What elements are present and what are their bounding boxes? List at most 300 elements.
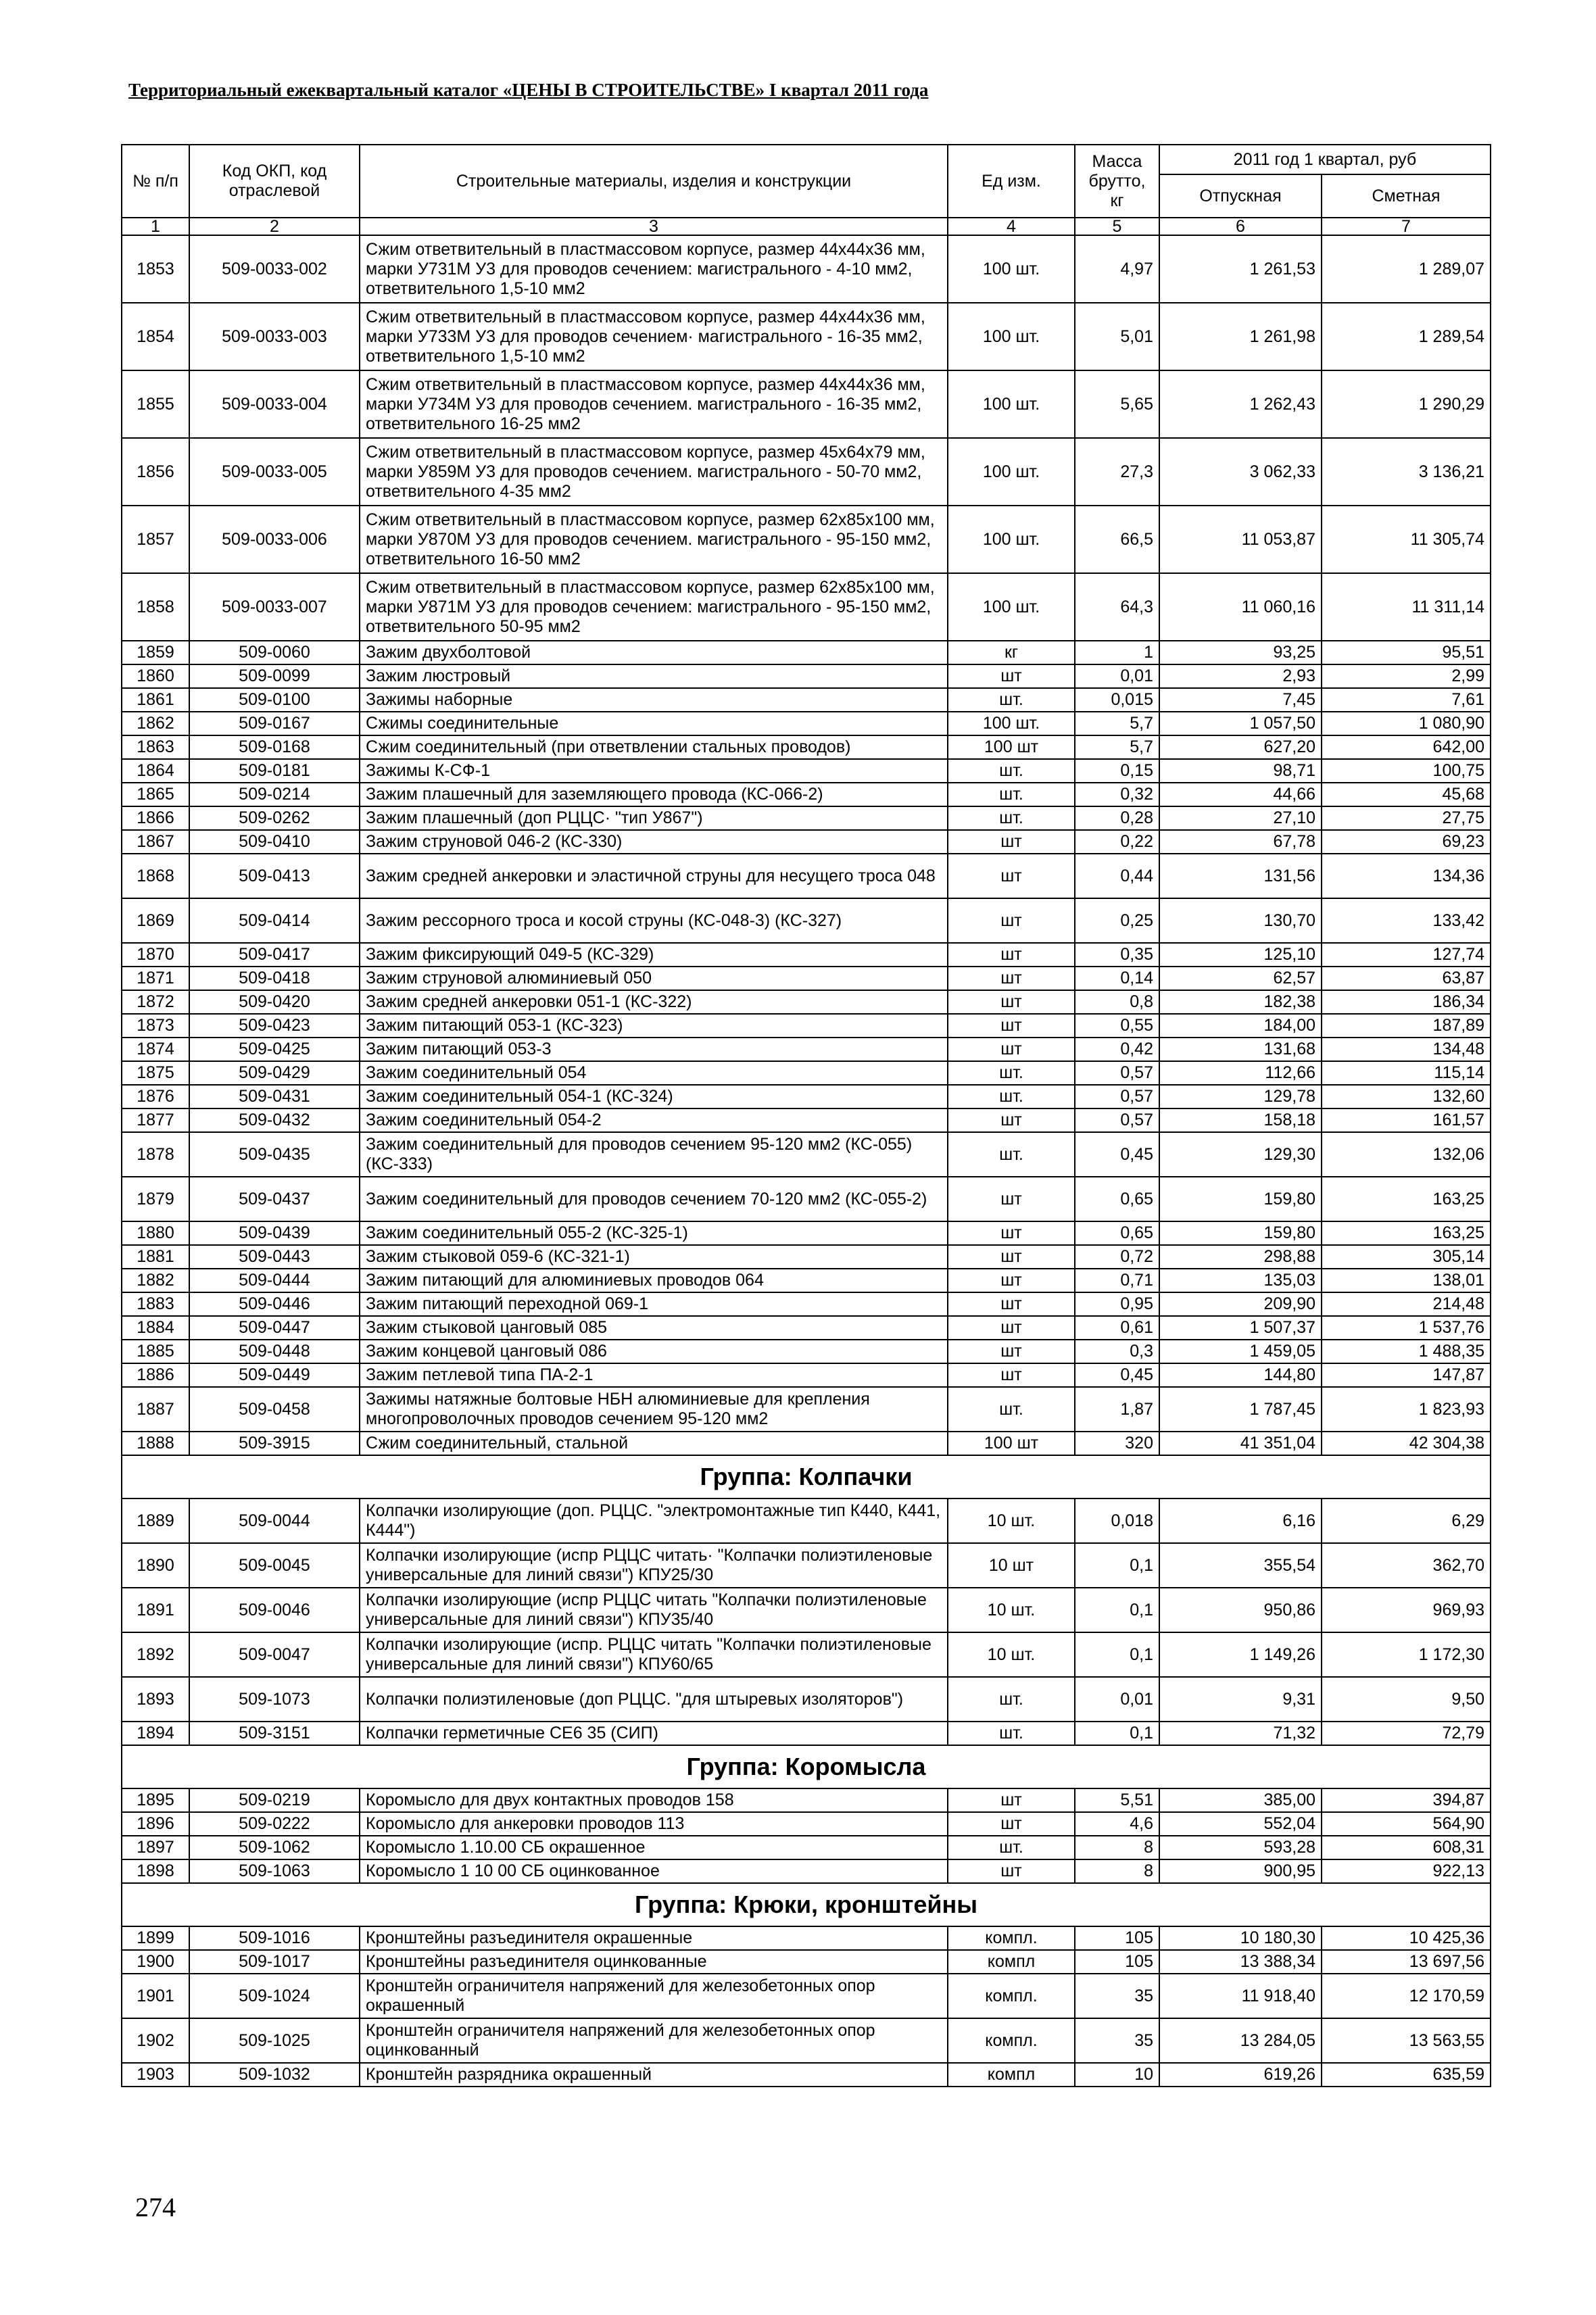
section-rockers	[122, 1788, 1491, 1883]
row-price-sale: 159,80	[1159, 1221, 1322, 1245]
row-price-sale: 1 057,50	[1159, 712, 1322, 735]
row-price-est: 3 136,21	[1322, 438, 1491, 506]
row-mass: 0,45	[1075, 1363, 1159, 1387]
table-row	[122, 1132, 1491, 1177]
row-price-est: 12 170,59	[1322, 1974, 1491, 2018]
section-clamps	[122, 235, 1491, 1455]
row-unit: шт	[948, 1859, 1075, 1883]
col-header-code: Код ОКП, код отраслевой	[189, 145, 360, 218]
table-row	[122, 1543, 1491, 1588]
row-mass: 8	[1075, 1859, 1159, 1883]
row-code: 509-1032	[189, 2063, 360, 2087]
row-price-sale: 158,18	[1159, 1108, 1322, 1132]
row-name: Сжим ответвительный в пластмассовом корпусе, размер 45х64х79 мм, марки У859М У3 для проводов сечением. магистрального - 50-70 мм2, ответвительного 4-35 мм2	[360, 438, 948, 506]
table-row	[122, 759, 1491, 783]
row-name: Зажим двухболтовой	[360, 641, 948, 664]
row-price-sale: 1 507,37	[1159, 1316, 1322, 1340]
row-number: 1857	[122, 506, 189, 573]
row-number: 1873	[122, 1014, 189, 1038]
row-name: Зажим соединительный 054	[360, 1061, 948, 1085]
table-row	[122, 1498, 1491, 1543]
row-name: Зажим средней анкеровки 051-1 (КС-322)	[360, 990, 948, 1014]
row-mass: 0,32	[1075, 783, 1159, 806]
row-name: Сжим соединительный, стальной	[360, 1432, 948, 1455]
row-unit: шт	[948, 1014, 1075, 1038]
col-header-unit: Ед изм.	[948, 145, 1075, 218]
row-name: Коромысло 1 10 00 СБ оцинкованное	[360, 1859, 948, 1883]
row-price-sale: 135,03	[1159, 1269, 1322, 1292]
col-header-num: № п/п	[122, 145, 189, 218]
row-price-sale: 44,66	[1159, 783, 1322, 806]
row-mass: 0,65	[1075, 1221, 1159, 1245]
row-mass: 5,7	[1075, 712, 1159, 735]
row-price-sale: 1 262,43	[1159, 370, 1322, 438]
row-price-sale: 11 918,40	[1159, 1974, 1322, 2018]
row-code: 509-0099	[189, 664, 360, 688]
row-number: 1877	[122, 1108, 189, 1132]
row-name: Сжим ответвительный в пластмассовом корпусе, размер 44х44х36 мм, марки У734М У3 для проводов сечением. магистрального - 16-35 мм2, ответвительного 16-25 мм2	[360, 370, 948, 438]
row-mass: 27,3	[1075, 438, 1159, 506]
row-number: 1895	[122, 1788, 189, 1812]
row-mass: 10	[1075, 2063, 1159, 2087]
row-name: Зажимы К-СФ-1	[360, 759, 948, 783]
row-name: Зажим плашечный для заземляющего провода (КС-066-2)	[360, 783, 948, 806]
row-price-est: 1 080,90	[1322, 712, 1491, 735]
row-name: Зажимы натяжные болтовые НБН алюминиевые для крепления многопроволочных проводов сечением 95-120 мм2	[360, 1387, 948, 1432]
row-mass: 0,28	[1075, 806, 1159, 830]
row-price-sale: 93,25	[1159, 641, 1322, 664]
row-price-est: 635,59	[1322, 2063, 1491, 2087]
row-price-sale: 144,80	[1159, 1363, 1322, 1387]
row-unit: 10 шт.	[948, 1498, 1075, 1543]
row-code: 509-0222	[189, 1812, 360, 1836]
col-header-price-sale: Отпускная	[1159, 174, 1322, 218]
row-unit: шт.	[948, 806, 1075, 830]
row-price-est: 7,61	[1322, 688, 1491, 712]
table-row	[122, 1085, 1491, 1108]
row-price-est: 214,48	[1322, 1292, 1491, 1316]
row-mass: 105	[1075, 1950, 1159, 1974]
row-price-est: 564,90	[1322, 1812, 1491, 1836]
row-unit: 100 шт.	[948, 235, 1075, 303]
row-unit: шт	[948, 990, 1075, 1014]
row-code: 509-0033-005	[189, 438, 360, 506]
row-code: 509-0033-003	[189, 303, 360, 370]
row-code: 509-0449	[189, 1363, 360, 1387]
row-price-est: 642,00	[1322, 735, 1491, 759]
row-name: Зажим плашечный (доп РЦЦС· "тип У867")	[360, 806, 948, 830]
row-code: 509-0420	[189, 990, 360, 1014]
table-row	[122, 1788, 1491, 1812]
row-number: 1881	[122, 1245, 189, 1269]
col-index: 5	[1075, 218, 1159, 235]
row-price-est: 163,25	[1322, 1221, 1491, 1245]
price-table	[121, 144, 1491, 2087]
row-name: Коромысло для двух контактных проводов 158	[360, 1788, 948, 1812]
table-row	[122, 1061, 1491, 1085]
row-mass: 0,57	[1075, 1061, 1159, 1085]
row-mass: 5,65	[1075, 370, 1159, 438]
row-price-sale: 131,56	[1159, 854, 1322, 898]
section-brackets	[122, 1926, 1491, 2087]
row-number: 1898	[122, 1859, 189, 1883]
row-name: Зажим питающий 053-3	[360, 1038, 948, 1061]
col-index: 2	[189, 218, 360, 235]
row-code: 509-0044	[189, 1498, 360, 1543]
row-code: 509-0458	[189, 1387, 360, 1432]
row-unit: шт.	[948, 1061, 1075, 1085]
group-brackets	[122, 1883, 1491, 1926]
row-price-est: 127,74	[1322, 943, 1491, 967]
row-mass: 0,71	[1075, 1269, 1159, 1292]
row-number: 1860	[122, 664, 189, 688]
row-name: Колпачки изолирующие (испр РЦЦС читать "Колпачки полиэтиленовые универсальные для линий связи") КПУ35/40	[360, 1588, 948, 1632]
row-price-sale: 11 053,87	[1159, 506, 1322, 573]
row-price-est: 11 305,74	[1322, 506, 1491, 573]
table-row	[122, 1387, 1491, 1432]
row-mass: 0,65	[1075, 1177, 1159, 1221]
row-number: 1863	[122, 735, 189, 759]
row-code: 509-1025	[189, 2018, 360, 2063]
row-name: Колпачки изолирующие (испр РЦЦС читать· "Колпачки полиэтиленовые универсальные для линий связи") КПУ25/30	[360, 1543, 948, 1588]
table-row	[122, 1014, 1491, 1038]
row-price-sale: 27,10	[1159, 806, 1322, 830]
row-number: 1865	[122, 783, 189, 806]
table-row	[122, 664, 1491, 688]
row-number: 1864	[122, 759, 189, 783]
row-code: 509-0214	[189, 783, 360, 806]
row-number: 1869	[122, 898, 189, 943]
row-code: 509-0047	[189, 1632, 360, 1677]
row-mass: 0,42	[1075, 1038, 1159, 1061]
table-row	[122, 641, 1491, 664]
table-row	[122, 688, 1491, 712]
column-index-row	[122, 218, 1491, 235]
table-row	[122, 1836, 1491, 1859]
row-code: 509-0045	[189, 1543, 360, 1588]
table-row	[122, 830, 1491, 854]
row-mass: 0,1	[1075, 1543, 1159, 1588]
row-name: Зажим соединительный для проводов сечением 95-120 мм2 (КС-055)(КС-333)	[360, 1132, 948, 1177]
row-price-sale: 67,78	[1159, 830, 1322, 854]
row-unit: шт	[948, 1177, 1075, 1221]
row-unit: кг	[948, 641, 1075, 664]
row-name: Зажим петлевой типа ПА-2-1	[360, 1363, 948, 1387]
row-code: 509-0446	[189, 1292, 360, 1316]
row-number: 1888	[122, 1432, 189, 1455]
row-number: 1853	[122, 235, 189, 303]
row-unit: шт	[948, 1221, 1075, 1245]
row-price-sale: 71,32	[1159, 1722, 1322, 1745]
row-code: 509-0033-006	[189, 506, 360, 573]
row-price-est: 147,87	[1322, 1363, 1491, 1387]
table-row	[122, 1432, 1491, 1455]
row-name: Сжим ответвительный в пластмассовом корпусе, размер 62х85х100 мм, марки У871М У3 для проводов сечением: магистрального - 95-150 мм2, ответвительного 50-95 мм2	[360, 573, 948, 641]
row-price-sale: 129,30	[1159, 1132, 1322, 1177]
row-mass: 0,1	[1075, 1632, 1159, 1677]
table-row	[122, 1588, 1491, 1632]
row-code: 509-0033-002	[189, 235, 360, 303]
row-name: Зажим соединительный 054-2	[360, 1108, 948, 1132]
row-unit: шт	[948, 1316, 1075, 1340]
row-code: 509-0448	[189, 1340, 360, 1363]
row-number: 1901	[122, 1974, 189, 2018]
row-mass: 0,44	[1075, 854, 1159, 898]
row-price-est: 2,99	[1322, 664, 1491, 688]
row-number: 1855	[122, 370, 189, 438]
row-name: Колпачки изолирующие (доп. РЦЦС. "электромонтажные тип К440, К441, К444")	[360, 1498, 948, 1543]
row-unit: 100 шт.	[948, 370, 1075, 438]
table-row	[122, 1316, 1491, 1340]
row-mass: 0,57	[1075, 1085, 1159, 1108]
row-mass: 0,01	[1075, 664, 1159, 688]
row-price-sale: 131,68	[1159, 1038, 1322, 1061]
row-unit: 10 шт	[948, 1543, 1075, 1588]
section-caps	[122, 1498, 1491, 1745]
row-unit: шт	[948, 1038, 1075, 1061]
table-row	[122, 1812, 1491, 1836]
row-mass: 0,015	[1075, 688, 1159, 712]
table-row	[122, 1038, 1491, 1061]
row-price-sale: 129,78	[1159, 1085, 1322, 1108]
table-row	[122, 898, 1491, 943]
row-price-sale: 593,28	[1159, 1836, 1322, 1859]
row-name: Зажим питающий для алюминиевых проводов 064	[360, 1269, 948, 1292]
row-code: 509-0444	[189, 1269, 360, 1292]
row-unit: шт	[948, 943, 1075, 967]
table-row	[122, 303, 1491, 370]
row-price-sale: 182,38	[1159, 990, 1322, 1014]
row-unit: 100 шт.	[948, 506, 1075, 573]
row-price-sale: 159,80	[1159, 1177, 1322, 1221]
row-number: 1876	[122, 1085, 189, 1108]
table-row	[122, 2063, 1491, 2087]
row-number: 1896	[122, 1812, 189, 1836]
row-price-sale: 13 388,34	[1159, 1950, 1322, 1974]
row-price-sale: 950,86	[1159, 1588, 1322, 1632]
row-mass: 66,5	[1075, 506, 1159, 573]
group-title: Группа: Крюки, кронштейны	[122, 1883, 1491, 1926]
row-number: 1887	[122, 1387, 189, 1432]
row-code: 509-0046	[189, 1588, 360, 1632]
row-price-sale: 7,45	[1159, 688, 1322, 712]
row-number: 1858	[122, 573, 189, 641]
row-mass: 0,45	[1075, 1132, 1159, 1177]
row-name: Зажим питающий 053-1 (КС-323)	[360, 1014, 948, 1038]
row-code: 509-0060	[189, 641, 360, 664]
row-unit: 10 шт.	[948, 1588, 1075, 1632]
row-mass: 8	[1075, 1836, 1159, 1859]
col-header-period: 2011 год 1 квартал, руб	[1159, 145, 1491, 174]
row-code: 509-0100	[189, 688, 360, 712]
row-price-est: 134,36	[1322, 854, 1491, 898]
row-price-est: 138,01	[1322, 1269, 1491, 1292]
row-name: Сжим соединительный (при ответвлении стальных проводов)	[360, 735, 948, 759]
row-name: Зажим соединительный 054-1 (КС-324)	[360, 1085, 948, 1108]
row-mass: 0,72	[1075, 1245, 1159, 1269]
row-code: 509-0435	[189, 1132, 360, 1177]
row-name: Кронштейн разрядника окрашенный	[360, 2063, 948, 2087]
row-name: Кронштейн ограничителя напряжений для железобетонных опор оцинкованный	[360, 2018, 948, 2063]
row-price-est: 969,93	[1322, 1588, 1491, 1632]
table-row	[122, 1677, 1491, 1722]
row-code: 509-0168	[189, 735, 360, 759]
table-row	[122, 1950, 1491, 1974]
row-price-est: 45,68	[1322, 783, 1491, 806]
row-price-sale: 41 351,04	[1159, 1432, 1322, 1455]
row-number: 1893	[122, 1677, 189, 1722]
row-unit: 100 шт.	[948, 712, 1075, 735]
row-name: Зажим рессорного троса и косой струны (КС-048-3) (КС-327)	[360, 898, 948, 943]
row-mass: 4,6	[1075, 1812, 1159, 1836]
row-number: 1890	[122, 1543, 189, 1588]
table-row	[122, 1974, 1491, 2018]
row-code: 509-0167	[189, 712, 360, 735]
row-unit: 100 шт.	[948, 573, 1075, 641]
table-row	[122, 806, 1491, 830]
row-price-est: 1 290,29	[1322, 370, 1491, 438]
row-price-sale: 130,70	[1159, 898, 1322, 943]
row-price-est: 9,50	[1322, 1677, 1491, 1722]
row-code: 509-0437	[189, 1177, 360, 1221]
row-name: Колпачки полиэтиленовые (доп РЦЦС. "для штыревых изоляторов")	[360, 1677, 948, 1722]
row-unit: шт.	[948, 688, 1075, 712]
page-header: Территориальный ежеквартальный каталог «ЦЕНЫ В СТРОИТЕЛЬСТВЕ» I квартал 2011 года	[128, 80, 929, 100]
row-mass: 0,35	[1075, 943, 1159, 967]
row-unit: 10 шт.	[948, 1632, 1075, 1677]
group-caps	[122, 1455, 1491, 1498]
table-row	[122, 1859, 1491, 1883]
row-price-est: 187,89	[1322, 1014, 1491, 1038]
row-name: Сжим ответвительный в пластмассовом корпусе, размер 44х44х36 мм, марки У731М У3 для проводов сечением: магистрального - 4-10 мм2, ответвительного 1,5-10 мм2	[360, 235, 948, 303]
row-code: 509-1073	[189, 1677, 360, 1722]
row-price-sale: 2,93	[1159, 664, 1322, 688]
row-number: 1899	[122, 1926, 189, 1950]
row-number: 1867	[122, 830, 189, 854]
row-code: 509-1017	[189, 1950, 360, 1974]
row-code: 509-1024	[189, 1974, 360, 2018]
row-price-sale: 1 261,98	[1159, 303, 1322, 370]
row-price-est: 1 172,30	[1322, 1632, 1491, 1677]
row-price-est: 27,75	[1322, 806, 1491, 830]
row-price-sale: 184,00	[1159, 1014, 1322, 1038]
row-code: 509-0033-007	[189, 573, 360, 641]
table-row	[122, 1632, 1491, 1677]
col-index: 4	[948, 218, 1075, 235]
row-price-est: 132,06	[1322, 1132, 1491, 1177]
table-row	[122, 1108, 1491, 1132]
row-name: Зажим фиксирующий 049-5 (КС-329)	[360, 943, 948, 967]
row-code: 509-1062	[189, 1836, 360, 1859]
table-row	[122, 1722, 1491, 1745]
row-price-sale: 9,31	[1159, 1677, 1322, 1722]
table-row	[122, 1269, 1491, 1292]
group-title: Группа: Коромысла	[122, 1745, 1491, 1788]
row-code: 509-0418	[189, 967, 360, 990]
row-unit: шт	[948, 854, 1075, 898]
row-number: 1883	[122, 1292, 189, 1316]
table-row	[122, 1221, 1491, 1245]
row-code: 509-0425	[189, 1038, 360, 1061]
table-row	[122, 712, 1491, 735]
col-index: 1	[122, 218, 189, 235]
row-mass: 5,01	[1075, 303, 1159, 370]
row-code: 509-0181	[189, 759, 360, 783]
row-price-est: 115,14	[1322, 1061, 1491, 1085]
row-number: 1879	[122, 1177, 189, 1221]
row-number: 1886	[122, 1363, 189, 1387]
row-name: Колпачки изолирующие (испр. РЦЦС читать "Колпачки полиэтиленовые универсальные для линий связи") КПУ60/65	[360, 1632, 948, 1677]
table-row	[122, 235, 1491, 303]
row-price-est: 13 697,56	[1322, 1950, 1491, 1974]
row-number: 1856	[122, 438, 189, 506]
col-index: 6	[1159, 218, 1322, 235]
table-row	[122, 506, 1491, 573]
row-mass: 1	[1075, 641, 1159, 664]
row-name: Зажим питающий переходной 069-1	[360, 1292, 948, 1316]
row-code: 509-0413	[189, 854, 360, 898]
row-price-sale: 355,54	[1159, 1543, 1322, 1588]
row-price-sale: 298,88	[1159, 1245, 1322, 1269]
row-name: Кронштейн ограничителя напряжений для железобетонных опор окрашенный	[360, 1974, 948, 2018]
table-row	[122, 967, 1491, 990]
row-code: 509-0219	[189, 1788, 360, 1812]
row-mass: 0,018	[1075, 1498, 1159, 1543]
row-mass: 0,8	[1075, 990, 1159, 1014]
row-price-sale: 627,20	[1159, 735, 1322, 759]
row-code: 509-3915	[189, 1432, 360, 1455]
row-unit: шт	[948, 898, 1075, 943]
row-mass: 0,55	[1075, 1014, 1159, 1038]
row-price-est: 72,79	[1322, 1722, 1491, 1745]
group-title: Группа: Колпачки	[122, 1455, 1491, 1498]
row-price-est: 362,70	[1322, 1543, 1491, 1588]
row-mass: 0,95	[1075, 1292, 1159, 1316]
row-number: 1854	[122, 303, 189, 370]
row-price-est: 6,29	[1322, 1498, 1491, 1543]
row-mass: 0,25	[1075, 898, 1159, 943]
row-mass: 0,01	[1075, 1677, 1159, 1722]
row-mass: 35	[1075, 2018, 1159, 2063]
table-row	[122, 1926, 1491, 1950]
row-code: 509-0439	[189, 1221, 360, 1245]
row-price-est: 186,34	[1322, 990, 1491, 1014]
table-row	[122, 943, 1491, 967]
row-price-est: 608,31	[1322, 1836, 1491, 1859]
row-mass: 320	[1075, 1432, 1159, 1455]
row-unit: компл.	[948, 1926, 1075, 1950]
row-number: 1872	[122, 990, 189, 1014]
row-price-est: 161,57	[1322, 1108, 1491, 1132]
row-number: 1875	[122, 1061, 189, 1085]
row-price-est: 1 537,76	[1322, 1316, 1491, 1340]
row-code: 509-1016	[189, 1926, 360, 1950]
row-price-sale: 6,16	[1159, 1498, 1322, 1543]
row-code: 509-3151	[189, 1722, 360, 1745]
row-number: 1900	[122, 1950, 189, 1974]
row-code: 509-0447	[189, 1316, 360, 1340]
table-row	[122, 783, 1491, 806]
row-code: 509-1063	[189, 1859, 360, 1883]
row-price-sale: 98,71	[1159, 759, 1322, 783]
row-name: Коромысло 1.10.00 СБ окрашенное	[360, 1836, 948, 1859]
row-name: Зажим струновой алюминиевый 050	[360, 967, 948, 990]
row-unit: шт.	[948, 783, 1075, 806]
row-unit: шт	[948, 664, 1075, 688]
row-price-sale: 1 459,05	[1159, 1340, 1322, 1363]
row-number: 1902	[122, 2018, 189, 2063]
row-number: 1866	[122, 806, 189, 830]
